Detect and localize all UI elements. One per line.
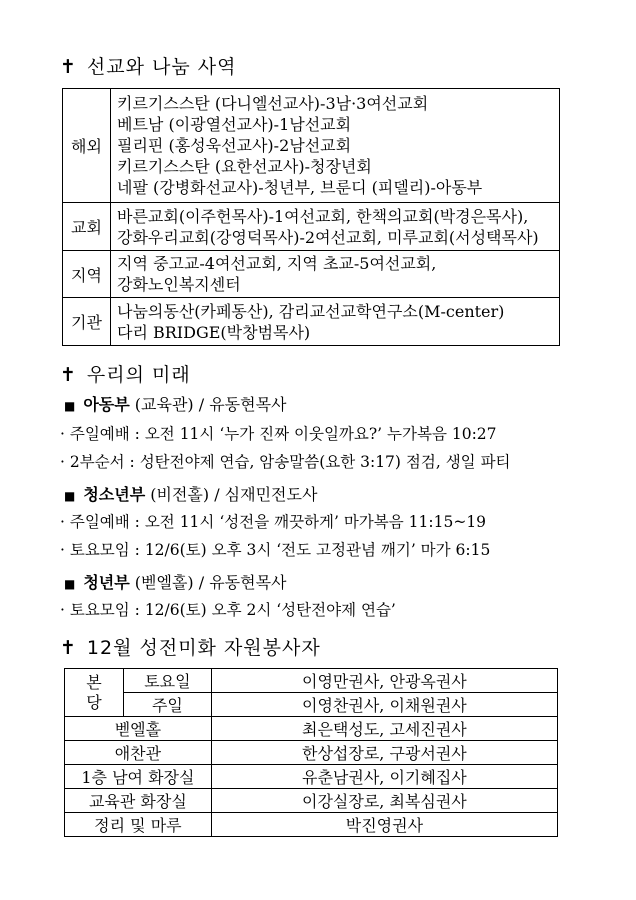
mission-row-content: 키르기스스탄 (다니엘선교사)-3남·3여선교회 베트남 (이광열선교사)-1남선교회 필리핀 (홍성욱선교사)-2남선교회 키르기스스탄 (요한선교사)-청장년회 네팔 (강병화선교사)-청년부, 브룬디 (피델리)-아동부 [111,89,560,203]
volunteer-row [65,669,558,693]
volunteer-names: 이강실장로, 최복심권사 [211,789,557,813]
volunteer-names: 유춘남권사, 이기혜집사 [211,765,557,789]
volunteer-table [64,668,558,837]
volunteer-row [65,717,558,741]
volunteer-row [65,741,558,765]
square-bullet-icon: ■ [64,577,76,591]
volunteer-row [65,789,558,813]
volunteer-place: 1층 남여 화장실 [65,765,212,789]
mission-row-label: 해외 [63,89,111,203]
volunteer-day-saturday: 토요일 [124,669,212,693]
volunteer-names: 이영찬권사, 이채원권사 [211,693,557,717]
volunteer-day-sunday: 주일 [124,693,212,717]
mission-row-label: 기관 [63,298,111,346]
schedule-item: · 토요모임 : 12/6(토) 오후 3시 ‘전도 고정관념 깨기’ 마가 6:15 [60,541,491,559]
section-title-future: ✝ 우리의 미래 [60,364,191,386]
mission-row-label: 지역 [63,251,111,298]
schedule-item: · 토요모임 : 12/6(토) 오후 2시 ‘성탄전야제 연습’ [60,601,396,619]
square-bullet-icon: ■ [64,489,76,503]
volunteer-names: 박진영권사 [211,813,557,837]
volunteer-names: 한상섭장로, 구광서권사 [211,741,557,765]
schedule-item: · 주일예배 : 오전 11시 ‘성전을 깨끗하게’ 마가복음 11:15~19 [60,513,487,531]
square-bullet-icon: ■ [64,399,76,413]
volunteer-place: 정리 및 마루 [65,813,212,837]
cross-icon: ✝ [60,637,77,659]
volunteer-place: 교육관 화장실 [65,789,212,813]
section-title-mission: ✝ 선교와 나눔 사역 [60,56,237,78]
volunteer-place-main-hall: 본 당 [65,669,124,717]
schedule-item: · 2부순서 : 성탄전야제 연습, 암송말씀(요한 3:17) 점검, 생일 파티 [60,453,511,471]
volunteer-row [65,813,558,837]
mission-row-content: 지역 중고교-4여선교회, 지역 초교-5여선교회, 강화노인복지센터 [111,251,560,298]
mission-row-content: 바른교회(이주헌목사)-1여선교회, 한책의교회(박경은목사), 강화우리교회(강영덕목사)-2여선교회, 미루교회(서성택목사) [111,203,560,251]
schedule-item: · 주일예배 : 오전 11시 ‘누가 진짜 이웃일까요?’ 누가복음 10:27 [60,425,497,443]
group-heading-young-adults: ■ 청년부 (벧엘홀) / 유동현목사 [64,573,287,592]
mission-row-label: 교회 [63,203,111,251]
volunteer-names: 최은택성도, 고세진권사 [211,717,557,741]
cross-icon: ✝ [60,364,77,386]
volunteer-names: 이영만권사, 안광옥권사 [211,669,557,693]
mission-table [62,88,560,346]
group-heading-youth: ■ 청소년부 (비전홀) / 심재민전도사 [64,485,318,504]
mission-row [63,298,560,346]
section-title-volunteers: ✝ 12월 성전미화 자원봉사자 [60,637,321,659]
volunteer-place: 벧엘홀 [65,717,212,741]
mission-row [63,203,560,251]
volunteer-row [65,765,558,789]
group-heading-children: ■ 아동부 (교육관) / 유동현목사 [64,395,287,414]
mission-row [63,251,560,298]
mission-row-content: 나눔의동산(카페동산), 감리교선교학연구소(M-center) 다리 BRIDGE(박창범목사) [111,298,560,346]
volunteer-place: 애찬관 [65,741,212,765]
mission-row [63,89,560,203]
volunteer-row [65,693,558,717]
cross-icon: ✝ [60,56,77,78]
